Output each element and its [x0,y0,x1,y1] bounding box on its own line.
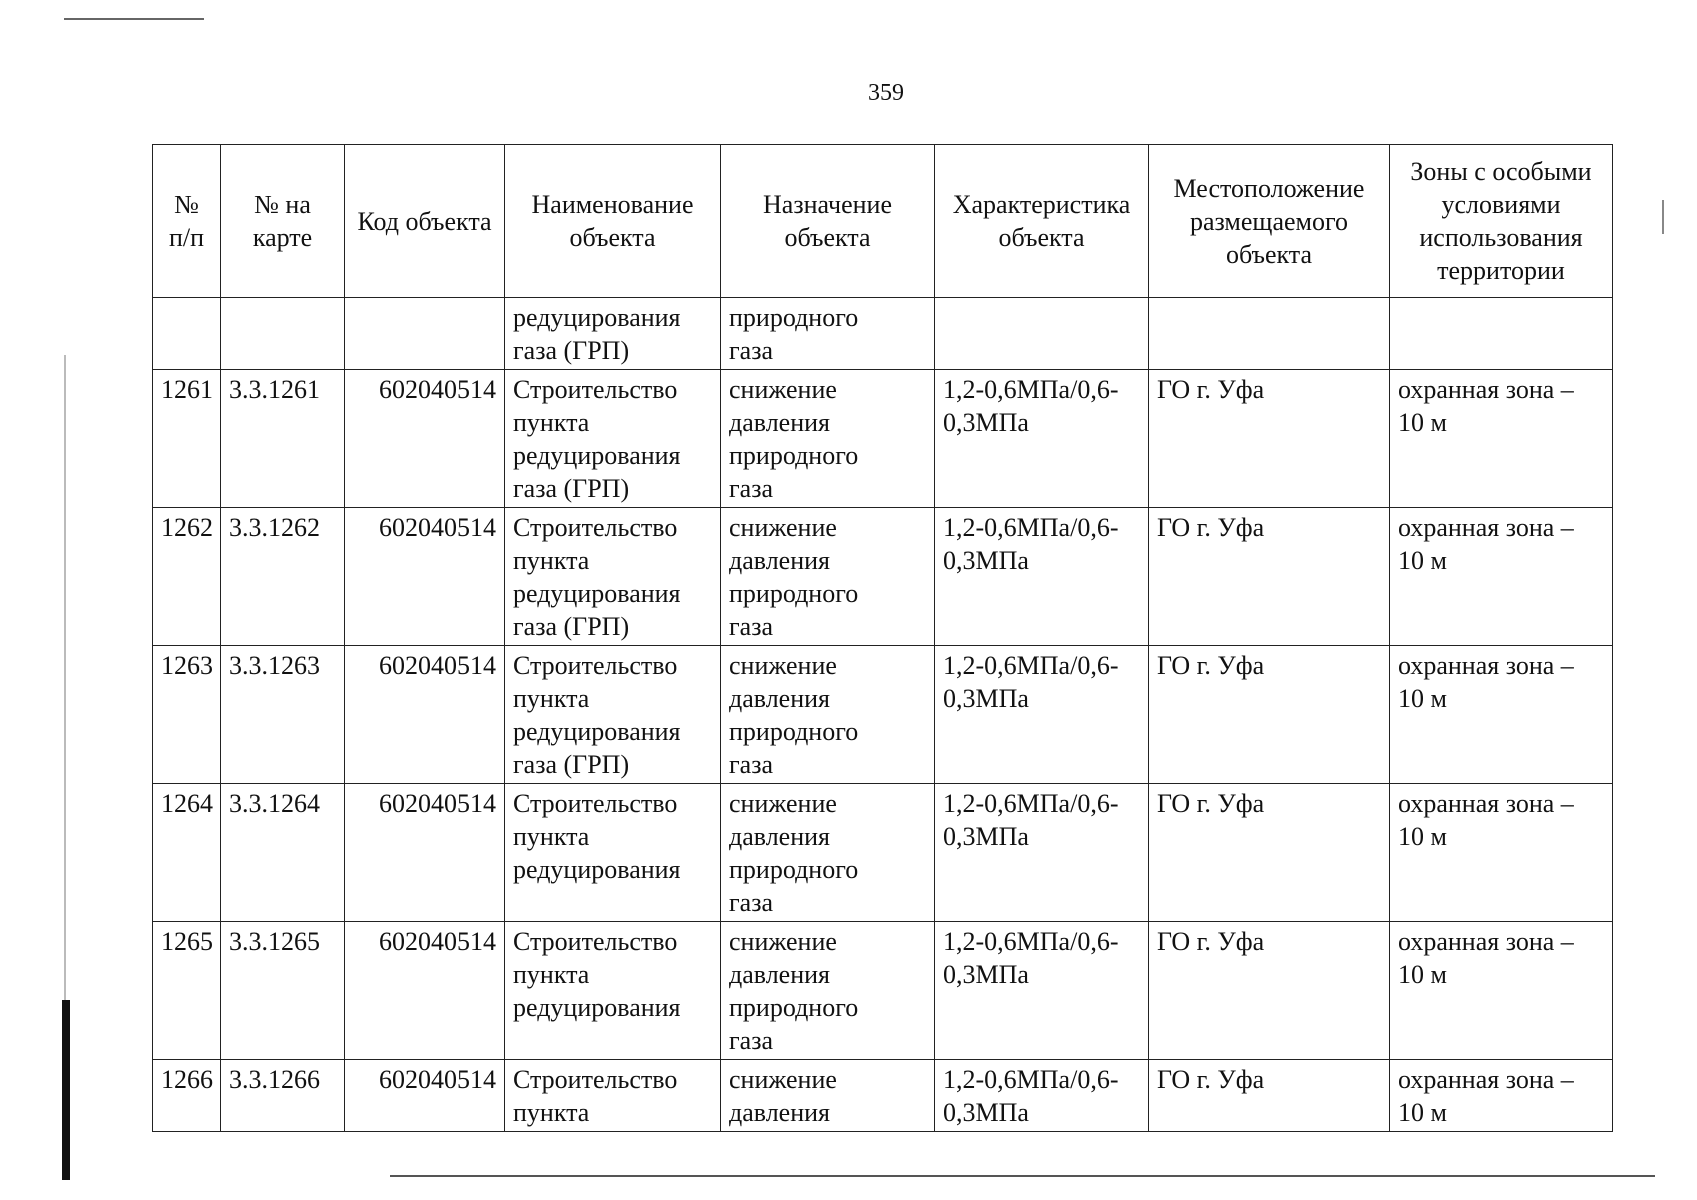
cell-object-characteristic [935,370,1149,508]
cell-text-line: газа [729,474,774,503]
header-label-line: п/п [168,223,205,252]
header-object-code [345,145,505,298]
header-map-number [221,145,345,298]
cell-object-location [1149,1060,1390,1132]
header-special-zones [1390,145,1613,298]
cell-text-line: газа (ГРП) [513,336,630,365]
cell-map-number [221,370,345,508]
cell-text-line: 3.3.1261 [229,375,320,404]
header-label-line: использования [1419,223,1583,252]
cell-text-line: давления [729,546,831,575]
cell-text-line: 1266 [161,1065,213,1094]
cell-object-characteristic [935,646,1149,784]
cell-text-line: 3.3.1264 [229,789,320,818]
header-object-location [1149,145,1390,298]
cell-row-number [153,298,221,370]
table-header-row [153,145,1613,298]
cell-text-line: 0,3МПа [943,960,1029,989]
cell-text-line: пункта [513,822,590,851]
header-label-line: Местоположение [1173,173,1365,203]
cell-text-line: природного [729,993,859,1022]
cell-object-characteristic [935,784,1149,922]
cell-text-line: газа [729,336,774,365]
cell-text-line: 10 м [1398,408,1447,437]
cell-special-zones [1390,508,1613,646]
cell-text-line: газа (ГРП) [513,474,630,503]
cell-object-code [345,508,505,646]
cell-text-line: 10 м [1398,684,1447,713]
cell-text-line: снижение [729,375,837,404]
table-row [153,1060,1613,1132]
cell-object-name [505,370,721,508]
objects-registry-table [152,144,1613,1132]
cell-text-line: 1,2-0,6МПа/0,6- [943,1065,1119,1094]
cell-special-zones [1390,370,1613,508]
cell-object-characteristic [935,922,1149,1060]
cell-map-number [221,508,345,646]
cell-text-line: редуцирования [513,717,681,746]
cell-text-line: 1,2-0,6МПа/0,6- [943,651,1119,680]
cell-text-line: 3.3.1262 [229,513,320,542]
cell-text-line: 602040514 [379,927,496,956]
cell-text-line: 602040514 [379,513,496,542]
cell-object-purpose [721,784,935,922]
header-label-line: Характеристика [952,190,1131,219]
header-object-name [505,145,721,298]
cell-object-location [1149,298,1390,370]
cell-text-line: охранная зона – [1398,1065,1574,1094]
cell-text-line: ГО г. Уфа [1157,651,1265,680]
cell-text-line: Строительство [513,651,678,680]
header-label-line: № на [254,190,311,219]
table-row [153,298,1613,370]
cell-text-line: 602040514 [379,375,496,404]
cell-text-line: редуцирования [513,993,681,1022]
cell-text-line: природного [729,303,859,332]
cell-row-number [153,784,221,922]
cell-text-line: давления [729,822,831,851]
cell-text-line: снижение [729,789,837,818]
cell-text-line: ГО г. Уфа [1157,789,1265,818]
cell-row-number [153,508,221,646]
cell-object-location [1149,646,1390,784]
cell-object-purpose [721,508,935,646]
cell-text-line: 0,3МПа [943,684,1029,713]
header-label-line: объекта [569,223,656,252]
cell-object-code [345,646,505,784]
cell-text-line: снижение [729,513,837,542]
cell-object-characteristic [935,298,1149,370]
cell-object-characteristic [935,1060,1149,1132]
header-label-line: территории [1437,256,1565,285]
cell-text-line: снижение [729,651,837,680]
cell-text-line: давления [729,1098,831,1127]
table-row [153,784,1613,922]
cell-object-location [1149,370,1390,508]
header-label-line: Наименование [531,190,694,219]
cell-object-name [505,298,721,370]
cell-text-line: 1264 [161,789,213,818]
cell-text-line: 1,2-0,6МПа/0,6- [943,375,1119,404]
cell-object-characteristic [935,508,1149,646]
cell-text-line: пункта [513,684,590,713]
cell-text-line: газа (ГРП) [513,750,630,779]
cell-text-line: снижение [729,1065,837,1094]
cell-text-line: 1261 [161,375,213,404]
cell-object-location [1149,508,1390,646]
table-row [153,508,1613,646]
cell-object-purpose [721,1060,935,1132]
cell-text-line: 10 м [1398,1098,1447,1127]
cell-text-line: пункта [513,546,590,575]
scan-artifact-left-faint-line [64,355,66,1000]
cell-object-purpose [721,646,935,784]
cell-text-line: газа [729,750,774,779]
cell-object-name [505,784,721,922]
cell-text-line: 1263 [161,651,213,680]
cell-text-line: 1262 [161,513,213,542]
cell-text-line: природного [729,717,859,746]
cell-text-line: 602040514 [379,789,496,818]
cell-text-line: 1265 [161,927,213,956]
cell-text-line: ГО г. Уфа [1157,1065,1265,1094]
cell-text-line: ГО г. Уфа [1157,375,1265,404]
cell-map-number [221,1060,345,1132]
cell-text-line: 0,3МПа [943,546,1029,575]
cell-row-number [153,370,221,508]
cell-row-number [153,1060,221,1132]
header-label-line: размещаемого [1189,206,1348,236]
cell-text-line: 10 м [1398,960,1447,989]
page-number: 359 [868,80,904,106]
cell-map-number [221,646,345,784]
cell-object-location [1149,784,1390,922]
cell-special-zones [1390,1060,1613,1132]
header-object-purpose [721,145,935,298]
table-row [153,370,1613,508]
cell-text-line: 0,3МПа [943,1098,1029,1127]
cell-object-code [345,784,505,922]
header-label-line: № [174,190,199,219]
scan-artifact-bottom-line [390,1175,1655,1177]
cell-text-line: газа [729,888,774,917]
cell-text-line: редуцирования [513,441,681,470]
cell-text-line: пункта [513,408,590,437]
header-label-line: Код объекта [357,206,492,236]
cell-object-name [505,646,721,784]
cell-object-location [1149,922,1390,1060]
cell-row-number [153,922,221,1060]
cell-text-line: редуцирования [513,579,681,608]
header-label-line: объекта [998,223,1085,252]
cell-text-line: природного [729,579,859,608]
table-row [153,646,1613,784]
cell-text-line: Строительство [513,513,678,542]
cell-object-name [505,508,721,646]
table-body [153,298,1613,1132]
cell-text-line: 10 м [1398,546,1447,575]
cell-text-line: пункта [513,960,590,989]
cell-text-line: 3.3.1263 [229,651,320,680]
cell-text-line: 3.3.1266 [229,1065,320,1094]
scan-artifact-right-tick [1662,200,1664,234]
header-label-line: условиями [1441,190,1561,219]
cell-text-line: 10 м [1398,822,1447,851]
cell-text-line: 602040514 [379,651,496,680]
cell-text-line: давления [729,408,831,437]
cell-map-number [221,784,345,922]
header-label-line: карте [252,223,313,252]
cell-object-name [505,1060,721,1132]
cell-text-line: 0,3МПа [943,822,1029,851]
cell-text-line: газа (ГРП) [513,612,630,641]
cell-text-line: охранная зона – [1398,927,1574,956]
cell-text-line: Строительство [513,375,678,404]
cell-object-purpose [721,298,935,370]
cell-text-line: 1,2-0,6МПа/0,6- [943,513,1119,542]
cell-text-line: Строительство [513,927,678,956]
scan-artifact-top-line [64,18,204,20]
cell-text-line: Строительство [513,1065,678,1094]
cell-object-code [345,922,505,1060]
cell-object-code [345,370,505,508]
cell-text-line: газа [729,612,774,641]
cell-text-line: 1,2-0,6МПа/0,6- [943,927,1119,956]
header-label-line: объекта [1225,239,1313,269]
cell-text-line: редуцирования [513,303,681,332]
cell-special-zones [1390,646,1613,784]
header-object-characteristic [935,145,1149,298]
cell-map-number [221,922,345,1060]
cell-text-line: давления [729,684,831,713]
cell-map-number [221,298,345,370]
cell-text-line: 3.3.1265 [229,927,320,956]
cell-row-number [153,646,221,784]
cell-text-line: 0,3МПа [943,408,1029,437]
cell-text-line: газа [729,1026,774,1055]
cell-text-line: природного [729,855,859,884]
cell-object-code [345,298,505,370]
cell-text-line: ГО г. Уфа [1157,927,1265,956]
cell-object-purpose [721,922,935,1060]
cell-text-line: охранная зона – [1398,651,1574,680]
header-row-number [153,145,221,298]
cell-text-line: пункта [513,1098,590,1127]
cell-text-line: снижение [729,927,837,956]
cell-text-line: редуцирования [513,855,681,884]
cell-text-line: давления [729,960,831,989]
cell-text-line: охранная зона – [1398,513,1574,542]
cell-text-line: природного [729,441,859,470]
header-label-line: объекта [784,223,871,252]
cell-object-code [345,1060,505,1132]
cell-text-line: ГО г. Уфа [1157,513,1265,542]
header-label-line: Назначение [763,190,892,219]
cell-text-line: охранная зона – [1398,375,1574,404]
scan-artifact-left-bar [62,1000,70,1180]
cell-object-name [505,922,721,1060]
cell-special-zones [1390,298,1613,370]
cell-special-zones [1390,922,1613,1060]
cell-special-zones [1390,784,1613,922]
cell-text-line: 1,2-0,6МПа/0,6- [943,789,1119,818]
cell-text-line: Строительство [513,789,678,818]
cell-text-line: охранная зона – [1398,789,1574,818]
header-label-line: Зоны с особыми [1410,157,1592,186]
cell-object-purpose [721,370,935,508]
cell-text-line: 602040514 [379,1065,496,1094]
table-row [153,922,1613,1060]
